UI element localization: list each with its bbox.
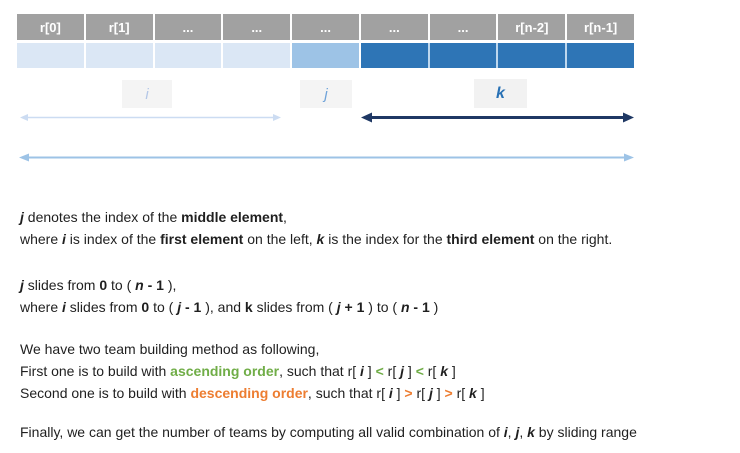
text-segment: i [360, 363, 364, 379]
text-paragraph [20, 421, 637, 443]
text-segment: j [428, 385, 433, 401]
text-segment: k [244, 299, 253, 315]
text-segment: slides from ( [252, 299, 337, 315]
text-segment: where [20, 231, 63, 247]
text-segment: n [135, 277, 144, 293]
text-area [20, 0, 740, 453]
index-label-j-text: j [324, 85, 328, 103]
text-segment: First one is to build with [20, 363, 171, 379]
text-line [20, 274, 438, 296]
header-cell: r[0] [17, 14, 84, 40]
text-segment: < [375, 363, 384, 379]
header-cell: ... [221, 14, 290, 40]
text-segment: r[ [423, 363, 441, 379]
text-segment: Finally, we can get the number of teams by computing all valid combination of [20, 424, 504, 440]
text-segment: n [400, 299, 410, 315]
text-segment: r[ [452, 385, 470, 401]
header-cell: ... [428, 14, 497, 40]
text-segment: j [20, 209, 24, 225]
text-segment: i [62, 231, 66, 247]
text-segment: ), [163, 277, 177, 293]
text-segment: denotes the index of the [23, 209, 182, 225]
text-line [20, 421, 637, 443]
header-cell: ... [359, 14, 428, 40]
text-segment: , [283, 209, 287, 225]
text-segment: j [20, 277, 24, 293]
text-segment: ascending order [170, 363, 280, 379]
text-segment: r[ [383, 363, 401, 379]
text-segment: j [336, 299, 341, 315]
text-line [20, 360, 485, 382]
text-segment: slides from [65, 299, 142, 315]
text-segment: - 1 [143, 277, 164, 293]
text-segment: ) to ( [364, 299, 401, 315]
text-segment: ] [392, 385, 405, 401]
index-label-k-text: k [496, 84, 505, 102]
text-segment: middle element [181, 209, 284, 225]
text-segment: on the right. [534, 231, 613, 247]
text-segment: third element [446, 231, 535, 247]
text-line [20, 338, 485, 360]
text-segment: i [503, 424, 508, 440]
text-segment: Second one is to build with [20, 385, 191, 401]
text-segment: slides from [23, 277, 100, 293]
text-segment: > [404, 385, 413, 401]
text-segment: ] [432, 385, 445, 401]
text-segment: j [515, 424, 520, 440]
text-segment: - 1 [181, 299, 202, 315]
text-segment: k [440, 363, 449, 379]
text-segment: ), and [201, 299, 245, 315]
text-segment: k [316, 231, 325, 247]
text-segment: first element [160, 231, 244, 247]
text-segment: 0 [99, 277, 108, 293]
header-cell: r[n-1] [565, 14, 634, 40]
text-segment: ) [429, 299, 439, 315]
text-line [20, 382, 485, 404]
text-segment: ] [448, 363, 456, 379]
header-cell: r[n-2] [496, 14, 565, 40]
text-paragraph [20, 338, 485, 404]
index-label-i-text: i [145, 85, 149, 103]
text-segment: + 1 [340, 299, 365, 315]
text-segment: , [507, 424, 516, 440]
text-segment: i [388, 385, 393, 401]
text-segment: j [400, 363, 405, 379]
text-segment: j [177, 299, 182, 315]
text-segment: k [469, 385, 477, 401]
header-cell: ... [153, 14, 222, 40]
text-segment: > [444, 385, 453, 401]
text-segment: ] [476, 385, 485, 401]
text-segment: , such that r[ [279, 363, 361, 379]
text-segment: to ( [107, 277, 136, 293]
text-segment: ] [363, 363, 376, 379]
text-segment: ] [404, 363, 416, 379]
text-segment: by sliding range [534, 424, 637, 440]
text-paragraph [20, 206, 612, 250]
text-segment: < [415, 363, 424, 379]
text-segment: r[ [412, 385, 429, 401]
text-segment: i [62, 299, 66, 315]
text-segment: k [527, 424, 535, 440]
text-segment: descending order [190, 385, 308, 401]
text-line [20, 296, 438, 318]
header-cell: r[1] [84, 14, 153, 40]
text-segment: is the index for the [324, 231, 447, 247]
text-segment: , such that r[ [307, 385, 389, 401]
text-segment: We have two team building method as following, [20, 341, 320, 357]
text-segment: 0 [141, 299, 150, 315]
text-line [20, 206, 612, 228]
text-segment: where [20, 299, 63, 315]
header-cell: ... [290, 14, 359, 40]
text-segment: on the left, [243, 231, 317, 247]
text-segment: to ( [149, 299, 178, 315]
text-line [20, 228, 612, 250]
text-segment: is index of the [65, 231, 161, 247]
text-segment: , [519, 424, 528, 440]
text-segment: - 1 [409, 299, 430, 315]
text-paragraph [20, 274, 438, 318]
